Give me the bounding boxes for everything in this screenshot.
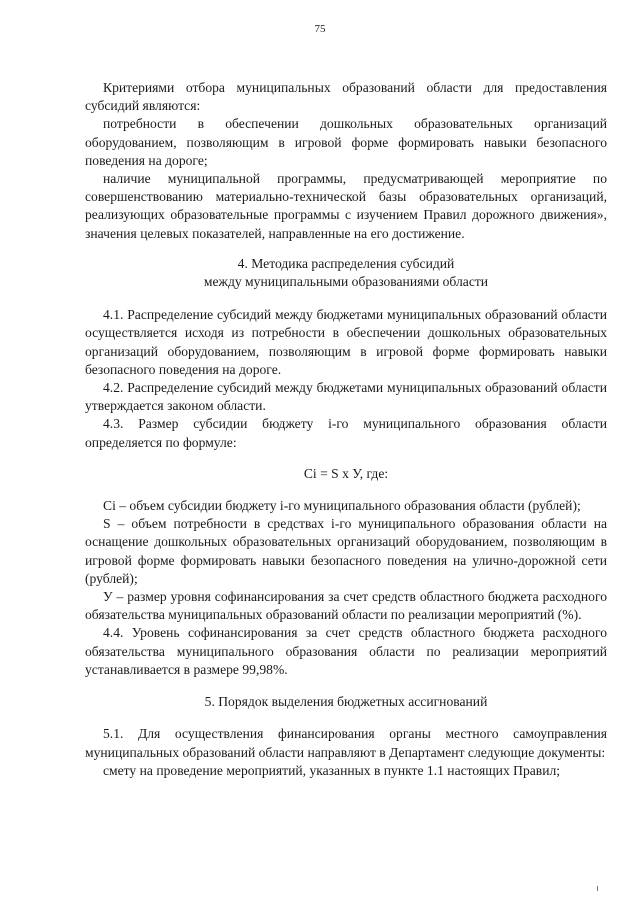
page-number: 75 [314,23,326,35]
section-4-heading [85,255,607,291]
paragraph-criteria-program: наличие муниципальной программы, предусматривающей мероприятие по совершенствованию материально-технической базы образовательных организаций, реализующих образовательные программы с изучением Правил дорожного движения», значения целевых показателей, направленные на его достижение. [85,171,607,241]
subsidy-formula: Ci = S x У, где: [303,465,389,481]
section-4-heading-line1: 4. Методика распределения субсидий [237,255,455,271]
paragraph-4-1: 4.1. Распределение субсидий между бюджетами муниципальных образований области осуществляется исходя из потребности в обеспечении дошкольных образовательных организаций оборудованием, позволяющим в игровой форме формировать навыки безопасного поведения на дороге. [85,307,607,377]
definition-s: S – объем потребности в средствах i-го муниципального образования области на оснащение дошкольных образовательных организаций оборудованием, позволяющим в игровой форме формировать навыки безопасного поведения на улично-дорожной сети (рублей); [85,516,607,586]
section-4-heading-line2: между муниципальными образованиями области [203,274,489,290]
definition-u: У – размер уровня софинансирования за счет средств областного бюджета расходного обязательства муниципальных образований области по реализации мероприятий (%). [85,589,607,623]
paragraph-5-1-estimate: смету на проведение мероприятий, указанных в пункте 1.1 настоящих Правил; [103,762,561,778]
section-5-heading: 5. Порядок выделения бюджетных ассигнований [204,694,488,710]
paragraph-5-1: 5.1. Для осуществления финансирования органы местного самоуправления муниципальных образований области направляют в Департамент следующие документы: [85,726,607,760]
document-body [85,79,607,780]
definition-ci: Ci – объем субсидии бюджету i-го муниципального образования области (рублей); [103,498,581,514]
paragraph-criteria-equipment: потребности в обеспечении дошкольных образовательных организаций оборудованием, позволяющим в игровой форме формировать навыки безопасного поведения на дороге; [85,116,607,168]
paragraph-4-2: 4.2. Распределение субсидий между бюджетами муниципальных образований области утверждается законом области. [85,380,607,414]
paragraph-criteria-intro: Критериями отбора муниципальных образований области для предоставления субсидий являются: [85,80,607,114]
scan-mark [597,886,598,891]
paragraph-4-3: 4.3. Размер субсидии бюджету i-го муниципального образования области определяется по формуле: [85,416,607,450]
paragraph-4-4: 4.4. Уровень софинансирования за счет средств областного бюджета расходного обязательства муниципального образования области по реализации мероприятий устанавливается в размере 99,98%. [85,625,607,677]
